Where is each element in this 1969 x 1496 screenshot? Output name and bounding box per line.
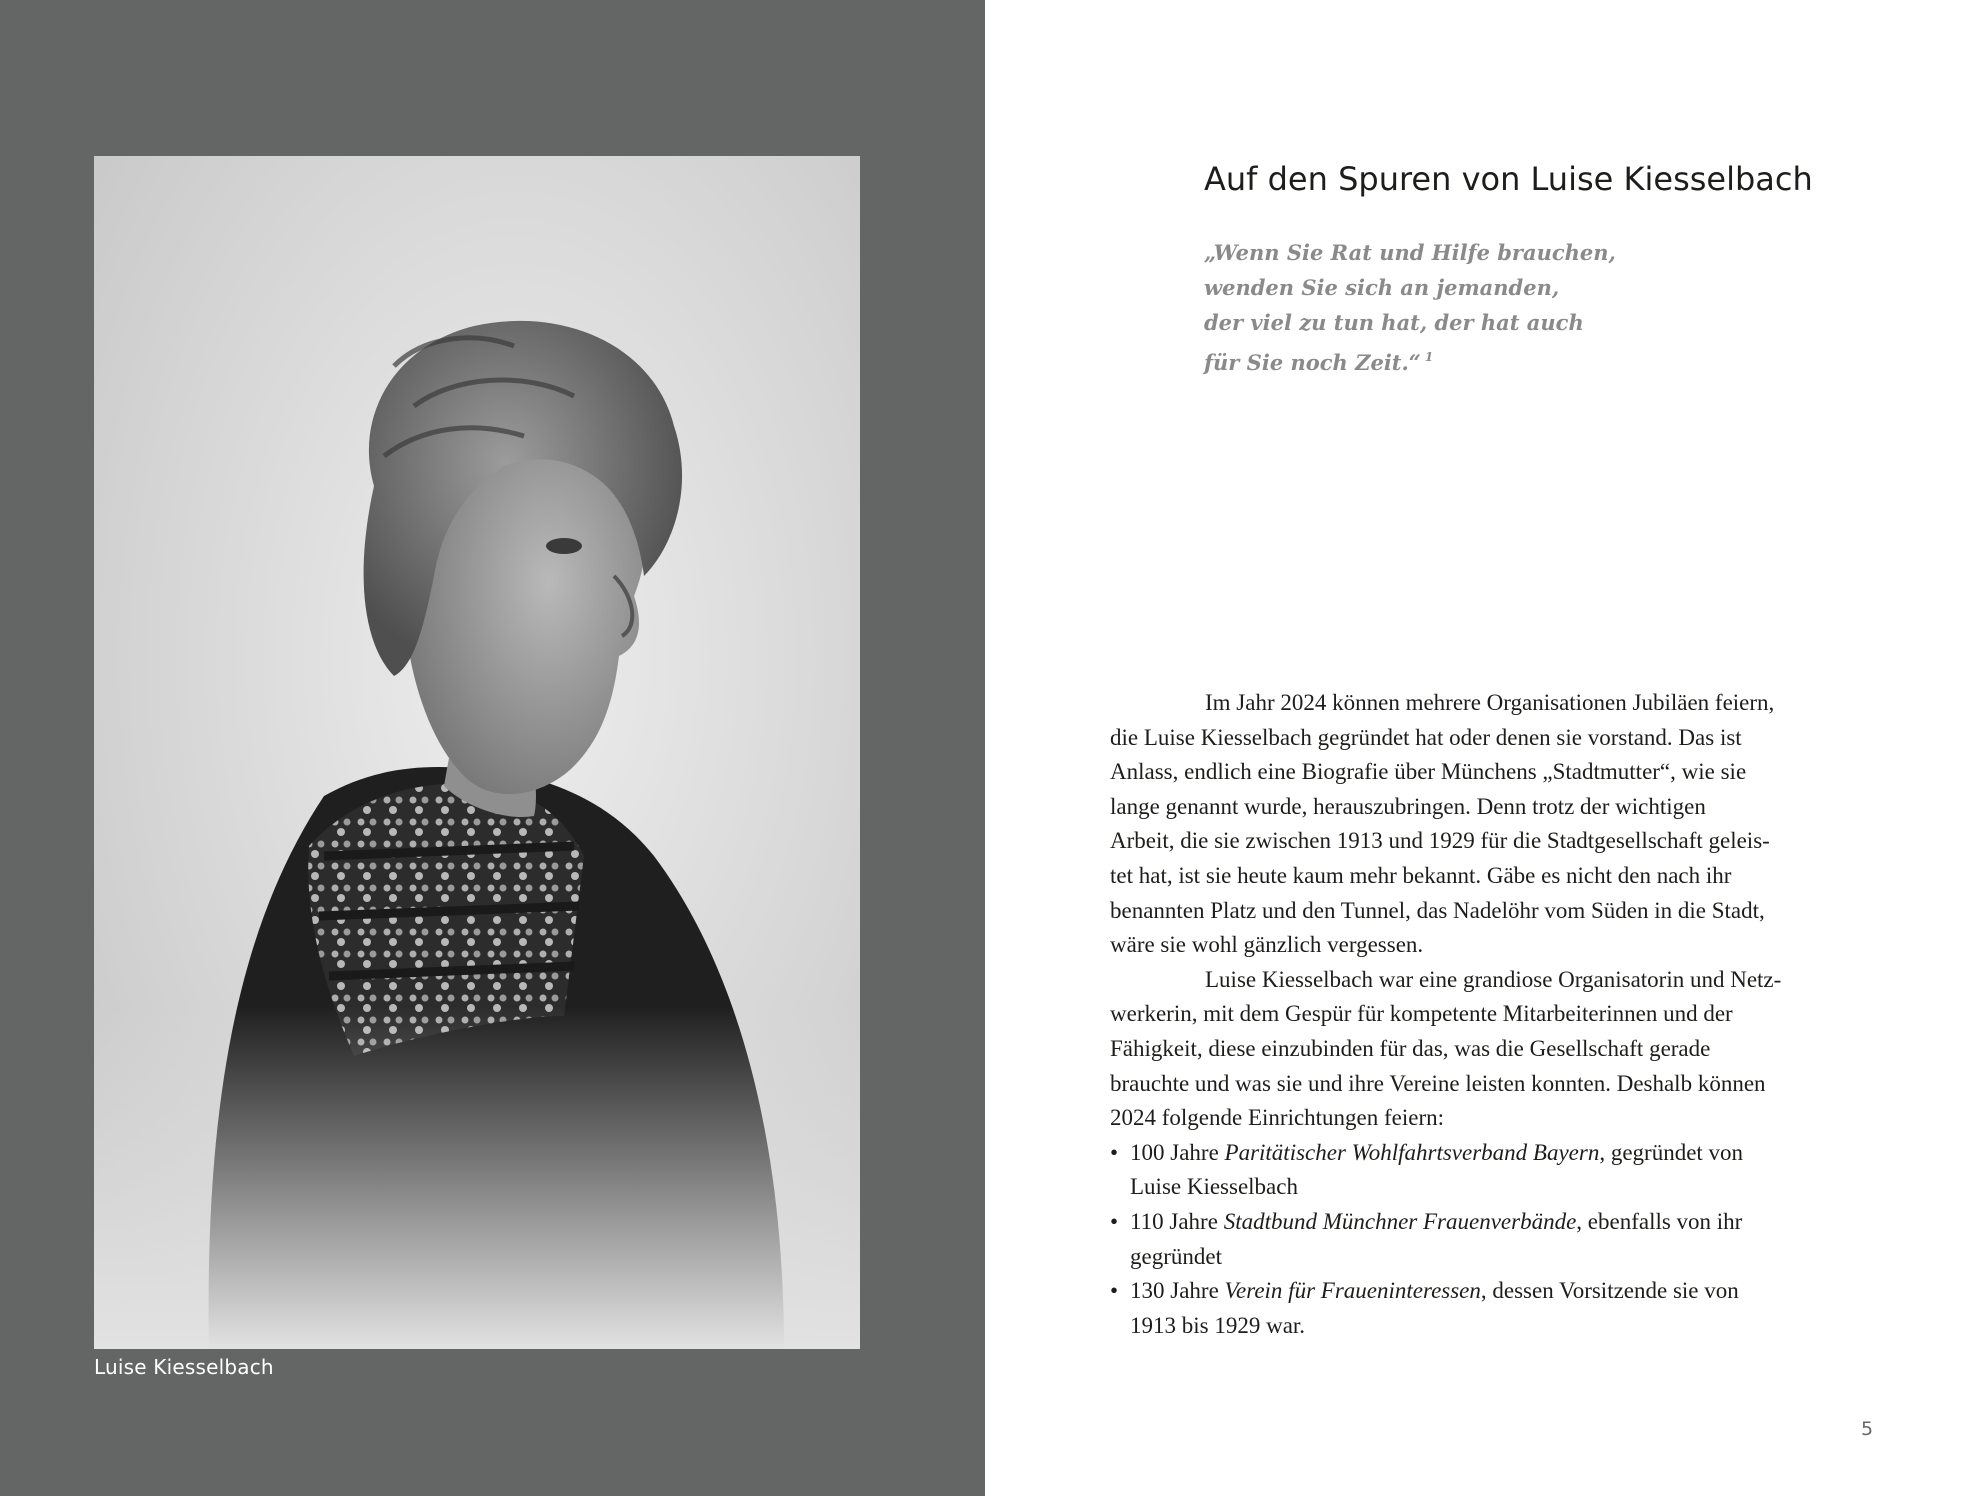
chapter-title: Auf den Spuren von Luise Kiesselbach — [1204, 160, 1813, 198]
page-number: 5 — [1861, 1418, 1874, 1440]
bullet-suffix: , ebenfalls von ihr — [1576, 1208, 1743, 1234]
photo-caption: Luise Kiesselbach — [94, 1355, 274, 1379]
right-page — [985, 0, 1969, 1496]
paragraph-line: die Luise Kiesselbach gegründet hat oder denen sie vorstand. Das ist — [1110, 724, 1742, 750]
paragraph-line: tet hat, ist sie heute kaum mehr bekannt. Gäbe es nicht den nach ihr — [1110, 862, 1732, 888]
epigraph-line-text: für Sie noch Zeit.“ — [1204, 350, 1421, 375]
bullet-dot: • — [1110, 1278, 1119, 1304]
bullet-suffix: , gegründet von — [1599, 1139, 1744, 1165]
bullet-prefix: 100 Jahre — [1130, 1139, 1225, 1165]
footnote-marker: 1 — [1424, 350, 1434, 364]
epigraph-line: wenden Sie sich an jemanden, — [1204, 275, 1560, 300]
bullet-item — [1110, 1205, 1870, 1240]
organization-name: Stadtbund Münchner Frauenverbände — [1223, 1208, 1577, 1234]
bullet-prefix: 130 Jahre — [1130, 1278, 1225, 1304]
paragraph-line: brauchte und was sie und ihre Vereine leisten konnten. Deshalb können — [1110, 1070, 1766, 1096]
bullet-suffix: , dessen Vorsitzende sie von — [1480, 1278, 1739, 1304]
paragraph-line: werkerin, mit dem Gespür für kompetente Mitarbeiterinnen und der — [1110, 1001, 1733, 1027]
bullet-item — [1110, 1136, 1870, 1171]
paragraph-line: Anlass, endlich eine Biografie über Münchens „Stadtmutter“, wie sie — [1110, 759, 1747, 785]
portrait-illustration — [94, 156, 860, 1349]
epigraph-line: „Wenn Sie Rat und Hilfe brauchen, — [1204, 240, 1616, 265]
paragraph-line: Luise Kiesselbach war eine grandiose Organisatorin und Netz- — [1205, 966, 1782, 992]
paragraph-line: Arbeit, die sie zwischen 1913 und 1929 für die Stadtgesellschaft geleis- — [1110, 828, 1770, 854]
bullet-continuation: Luise Kiesselbach — [1130, 1174, 1298, 1200]
paragraph-line: 2024 folgende Einrichtungen feiern: — [1110, 1105, 1445, 1131]
epigraph-line: der viel zu tun hat, der hat auch — [1204, 310, 1584, 335]
paragraph-line: wäre sie wohl gänzlich vergessen. — [1110, 932, 1424, 958]
bullet-continuation: gegründet — [1130, 1243, 1222, 1269]
bullet-item — [1110, 1274, 1870, 1309]
paragraph-line: Fähigkeit, diese einzubinden für das, was die Gesellschaft gerade — [1110, 1035, 1711, 1061]
bullet-dot: • — [1110, 1208, 1119, 1234]
organization-name: Paritätischer Wohlfahrtsverband Bayern — [1224, 1139, 1600, 1165]
portrait-photo — [94, 156, 860, 1349]
bullet-dot: • — [1110, 1139, 1119, 1165]
bullet-continuation: 1913 bis 1929 war. — [1130, 1312, 1306, 1338]
organization-name: Verein für Fraueninteressen — [1224, 1278, 1481, 1304]
paragraph-line: benannten Platz und den Tunnel, das Nadelöhr vom Süden in die Stadt, — [1110, 897, 1765, 923]
paragraph-line: lange genannt wurde, herauszubringen. Denn trotz der wichtigen — [1110, 793, 1706, 819]
bullet-prefix: 110 Jahre — [1130, 1208, 1224, 1234]
paragraph-line: Im Jahr 2024 können mehrere Organisationen Jubiläen feiern, — [1205, 690, 1775, 715]
epigraph-quote — [1204, 235, 1664, 380]
epigraph-line-last — [1204, 340, 1664, 380]
body-text — [1110, 686, 1870, 1343]
